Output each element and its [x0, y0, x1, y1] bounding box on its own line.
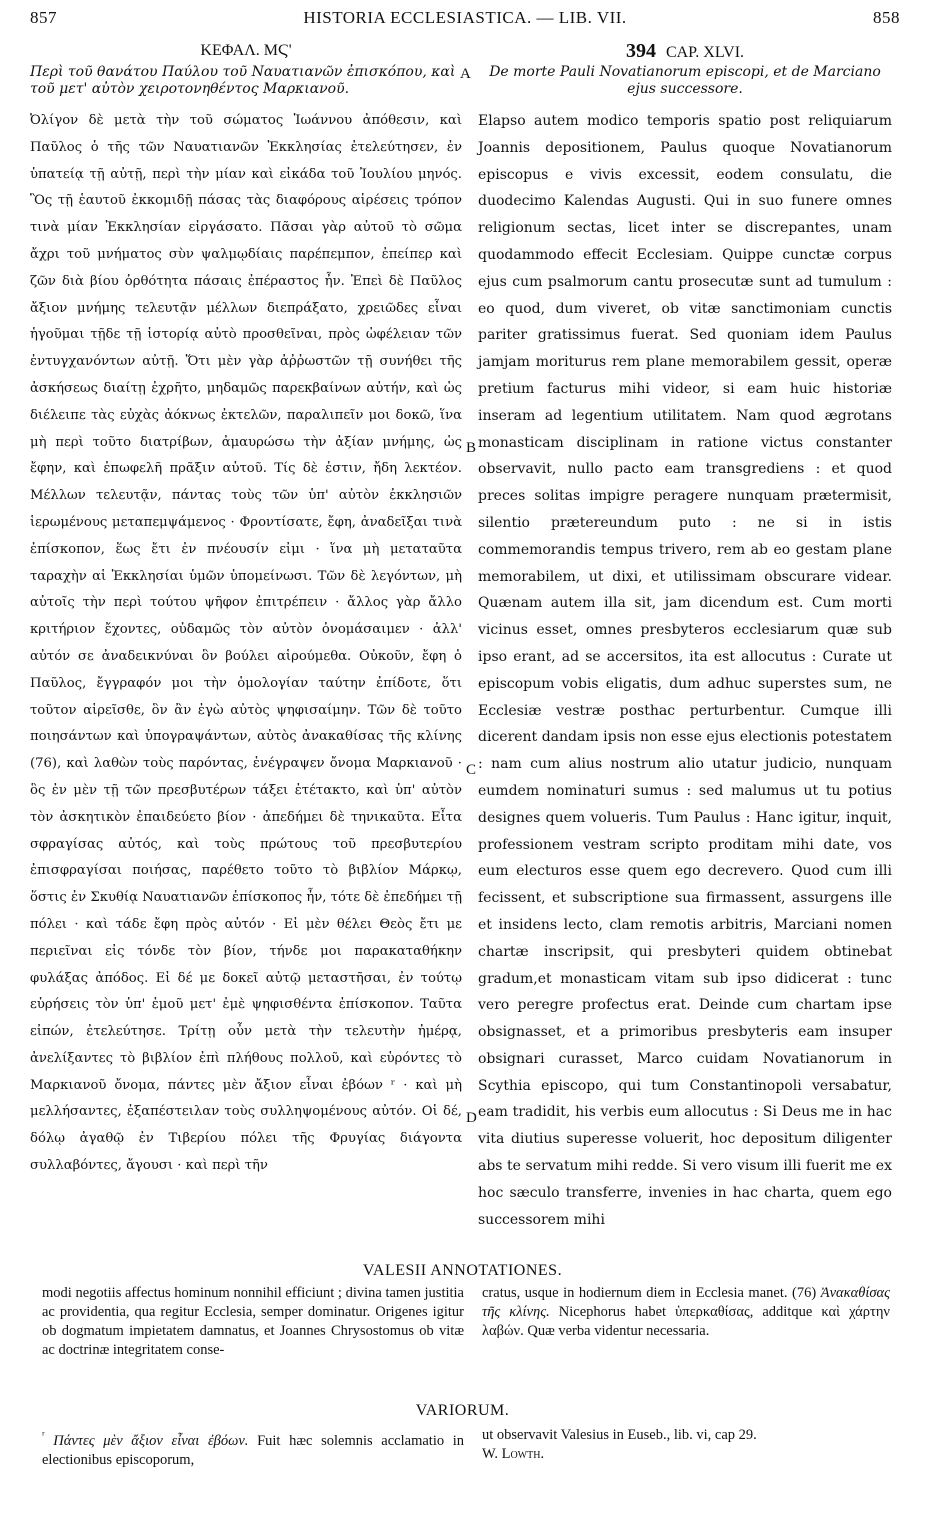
- valesii-note-left: modi negotiis affectus hominum nonnihil efficiunt ; divina tamen justitia ac providentia, qua regitur Ecclesia, semper dominatur. Origenes igitur ob dogmatum impietatem damnatus, et Joannes Chrysostomus ob vitæ ac doctrinæ integritatem conse-: [42, 1285, 464, 1358]
- valesii-note-right-a: cratus, usque in hodiernum diem in Ecclesia manet.: [482, 1285, 788, 1301]
- right-page-number: 858: [873, 8, 900, 27]
- margin-letter-a: A: [460, 66, 471, 82]
- latin-chapter-title: De morte Pauli Novatianorum episcopi, et de Marciano ejus successore.: [489, 64, 881, 97]
- note-number: (76): [792, 1285, 817, 1301]
- note-lemma: Ἀνακαθίσας τῆς κλίνης.: [482, 1285, 890, 1320]
- latin-chapter-heading: [478, 40, 892, 62]
- variorum-right-text: ut observavit Valesius in Euseb., lib. vi, cap 29.: [482, 1427, 757, 1443]
- latin-column: [478, 40, 892, 1233]
- variorum-note-right: [482, 1426, 890, 1464]
- greek-body-text: Ὀλίγον δὲ μετὰ τὴν τοῦ σώματος Ἰωάννου ἀπόθεσιν, καὶ Παῦλος ὁ τῆς τῶν Ναυατιανῶν Ἐκκλησίας ἐτελεύτησεν, ἐν ὑπατείᾳ τῇ αὐτῇ, περὶ τὴν μίαν καὶ εἰκάδα τοῦ Ἰουλίου μηνός. Ὃς τῇ ἑαυτοῦ ἐκκομιδῇ πάσας τὰς διαφόρους αἱρέσεις τρόπον τινὰ μίαν Ἐκκλησίαν εἰργάσατο. Πᾶσαι γὰρ αὐτοῦ τὸ σῶμα ἄχρι τοῦ μνήματος σὺν ψαλμῳδίαις παρέπεμπον, ἐπείπερ καὶ ζῶν διὰ βίου ὀρθότητα πάσαις ἐπέραστος ἦν. Ἐπεὶ δὲ Παῦλος ἄξιον μνήμης τελευτᾷν μέλλων διεπράξατο, χρειῶδες εἶναι ἡγοῦμαι τῇδε τῇ ἱστορίᾳ αὐτὸ προσθεῖναι, πρὸς ὠφέλειαν τῶν ἐντυγχανόντων αὐτῇ. Ὅτι μὲν γὰρ ἀῤῥωστῶν τῇ συνήθει τῆς ἀσκήσεως διαίτῃ ἐχρῆτο, μηδαμῶς παρεκβαίνων αὐτήν, καὶ ὡς διέλειπε τὰς εὐχὰς ἀόκνως ἐκτελῶν, παραλιπεῖν μοι δοκῶ, ἵνα μὴ περὶ τοῦτο διατρίβων, ἀμαυρώσω τὴν ἀξίαν μνήμης, ὡς ἔφην, καὶ ἐπωφελῆ πρᾶξιν αὐτοῦ. Τίς δὲ ἐστιν, ἤδη λεκτέον. Μέλλων τελευτᾷν, πάντας τοὺς τῶν ὑπ' αὐτὸν ἐκκλησιῶν ἱερωμένους μεταπεμψάμενος · Φροντίσατε, ἔφη, ἀναδεῖξαι τινὰ ἐπίσκοπον, ἕως ἔτι ἐν πνέουσίν εἰμι · ἵνα μὴ μεταταῦτα ταραχὴν αἱ Ἐκκλησίαι ὑμῶν ὑπομείνωσι. Τῶν δὲ λεγόντων, μὴ αὐτοῖς τὴν περὶ τούτου ψῆφον ἐπιτρέπειν · ἄλλος γὰρ ἄλλο κριτήριον ἔχοντες, οὐδαμῶς τὸν αὐτὸν ὀνομάσαιμεν · ἀλλ' αὐτόν σε ἀναδεικνύναι ὃν βούλει αἱρούμεθα. Οὐκοῦν, ἔφη ὁ Παῦλος, ἔγγραφόν μοι τὴν ὁμολογίαν ταύτην ἐπίδοτε, ὅτι τοῦτον αἱρεῖσθε, ὃν ἂν ἐγὼ αὐτὸς ψηφισαίμην. Τῶν δὲ τοῦτο ποιησάντων καὶ ὑπογραψάντων, αὐτὸς ἀνακαθίσας τῆς κλίνης (76), καὶ λαθὼν τοὺς παρόντας, ἐνέγραψεν ὄνομα Μαρκιανοῦ · ὃς ἐν μὲν τῇ τῶν πρεσβυτέρων τάξει ἐτέτακτο, καὶ ὑπ' αὐτὸν τὸν ἀσκητικὸν ἐπαιδεύετο βίον · ἀπεδήμει δὲ τηνικαῦτα. Εἶτα σφραγίσας αὐτός, καὶ τοὺς πρώτους τοῦ πρεσβυτερίου ἐπισφραγίσαι ποιήσας, παρέθετο τοῦτο τὸ βιβλίον Μάρκῳ, ὅστις ἐν Σκυθίᾳ Ναυατιανῶν ἐπίσκοπος ἦν, τότε δὲ ἐπεδήμει τῇ πόλει · καὶ τάδε ἔφη πρὸς αὐτόν · Εἰ μὲν θέλει Θεὸς ἔτι με περιεῖναι εἰς τόνδε τὸν βίον, τήνδε μοι παρακαταθήκην φυλάξας ἀπόδος. Εἰ δέ με δοκεῖ αὐτῷ μεταστῆσαι, ἐν τούτῳ εὑρήσεις τὸν ὑπ' ἐμοῦ μετ' ἐμὲ ψηφισθέντα ἐπίσκοπον. Ταῦτα εἰπών, ἐτελεύτησε. Τρίτῃ οὖν μετὰ τὴν τελευτὴν ἡμέρᾳ, ἀνελίξαντες τὸ βιβλίον ἐπὶ πλήθους πολλοῦ, καὶ εὑρόντες τὸ Μαρκιανοῦ ὄνομα, πάντες μὲν ἄξιον εἶναι ἐβόων ʳ · καὶ μὴ μελλήσαντες, ἐξαπέστειλαν τοὺς συλληψομένους αὐτόν. Οἱ δέ, δόλῳ ἀγαθῷ ἐν Τιβερίου πόλει τῆς Φρυγίας διάγοντα συλλαβόντες, ἄγουσι · καὶ περὶ τῆν: [30, 113, 462, 1174]
- valesii-note-right: [482, 1284, 890, 1341]
- greek-chapter-heading: ΚΕΦΑΛ. ΜϚ': [200, 42, 292, 59]
- latin-chapter-label: CAP. XLVI.: [665, 44, 745, 61]
- margin-letter-c: C: [466, 762, 477, 778]
- footnote-mark: ʳ: [42, 1428, 45, 1442]
- greek-column: [30, 40, 462, 1180]
- valesii-heading: VALESII ANNOTATIONES.: [362, 1262, 563, 1279]
- margin-letter-d: D: [466, 1110, 477, 1126]
- variorum-left-rest: Fuit hæc solemnis acclamatio in electionibus episcoporum,: [42, 1432, 465, 1468]
- running-header: [30, 8, 900, 30]
- margin-letter-b: B: [466, 440, 477, 456]
- running-title: HISTORIA ECCLESIASTICA. — LIB. VII.: [303, 8, 627, 27]
- latin-body-text: Elapso autem modico temporis spatio post reliquiarum Joannis depositionem, Paulus quoque Novatianorum episcopus e vivis excessit, eodem consulatu, die duodecimo Kalendas Augusti. Qui in suo funere omnes religionum sectas, licet inter se discrepantes, unam quodammodo effecit Ecclesiam. Quippe cunctæ corpus ejus cum psalmorum cantu prosecutæ sunt ad tumulum : eo quod, dum viveret, ob vitæ sanctimoniam cunctis pariter gratissimus fuerat. Sed quoniam idem Paulus jamjam moriturus rem plane memorabilem gessit, operæ pretium facturus mihi videor, si eam huic historiæ inseram ad legentium utilitatem. Nam quod ægrotans monasticam disciplinam in ratione victus constanter observavit, nullo pacto eam transgrediens : et quod preces solitas impigre peragere nunquam prætermisit, silentio prætereundum puto : ne si in istis commemorandis tempus trivero, rem ab eo gestam plane memorabilem, ut dixi, et utilissimam obscurare videar. Quænam autem illa sit, jam dicendum est. Cum morti vicinus esset, omnes presbyteros ecclesiarum quæ sub ipso erant, ad se accersitos, ita est allocutus : Curate ut episcopum vobis eligatis, dum adhuc superstes sum, ne Ecclesiæ vestræ posthac perturbentur. Cumque illi dicerent dandam ipsis non esse ejus electionis potestatem : nam cum alius nostrum alio utatur judicio, nunquam eumdem nominaturi sumus : sed malumus ut tu potius designes quem volueris. Tum Paulus : Hanc igitur, inquit, professionem vestram scripto proditam mihi date, vos eum electuros esse quem ego decrevero. Quod cum illi fecissent, et subscriptione sua firmassent, assurgens ille et insidens lecto, clam remotis arbitris, Marciani nomen chartæ inscripsit, qui presbyteri quidem obtinebat gradum,et monasticam vitam sub ipso didicerat : tunc vero peregre profectus erat. Deinde cum chartam ipse obsignasset, et a primoribus presbyteris eam insuper obsignari curasset, Marco cuidam Novatianorum in Scythia episcopo, qui tum Constantinopoli versabatur, eam tradidit, his verbis eum allocutus : Si Deus me in hac vita diutius superesse voluerit, hoc depositum diligenter abs te servatum mihi redde. Si vero visum illi fuerit me ex hoc sæculo transferre, invenies in hac charta, quem ego successorem mihi: [478, 113, 892, 1228]
- left-page-number: 857: [30, 8, 57, 27]
- greek-chapter-title: Περὶ τοῦ θανάτου Παύλου τοῦ Ναυατιανῶν ἐπισκόπου, καὶ τοῦ μετ' αὐτὸν χειροτονηθέντος Μαρκιανοῦ.: [30, 64, 456, 97]
- variorum-note-left: [42, 1426, 464, 1470]
- variorum-lemma: Πάντες μὲν ἄξιον εἶναι ἐβόων.: [53, 1432, 249, 1449]
- valesii-note-right-b: Nicephorus habet ὑπερκαθίσας, additque καὶ χάρτην λαβών. Quæ verba videntur necessaria.: [482, 1304, 890, 1339]
- column-number: 394: [625, 40, 656, 62]
- variorum-heading: VARIORUM.: [415, 1402, 510, 1419]
- variorum-signature: W. Lowth.: [482, 1446, 545, 1462]
